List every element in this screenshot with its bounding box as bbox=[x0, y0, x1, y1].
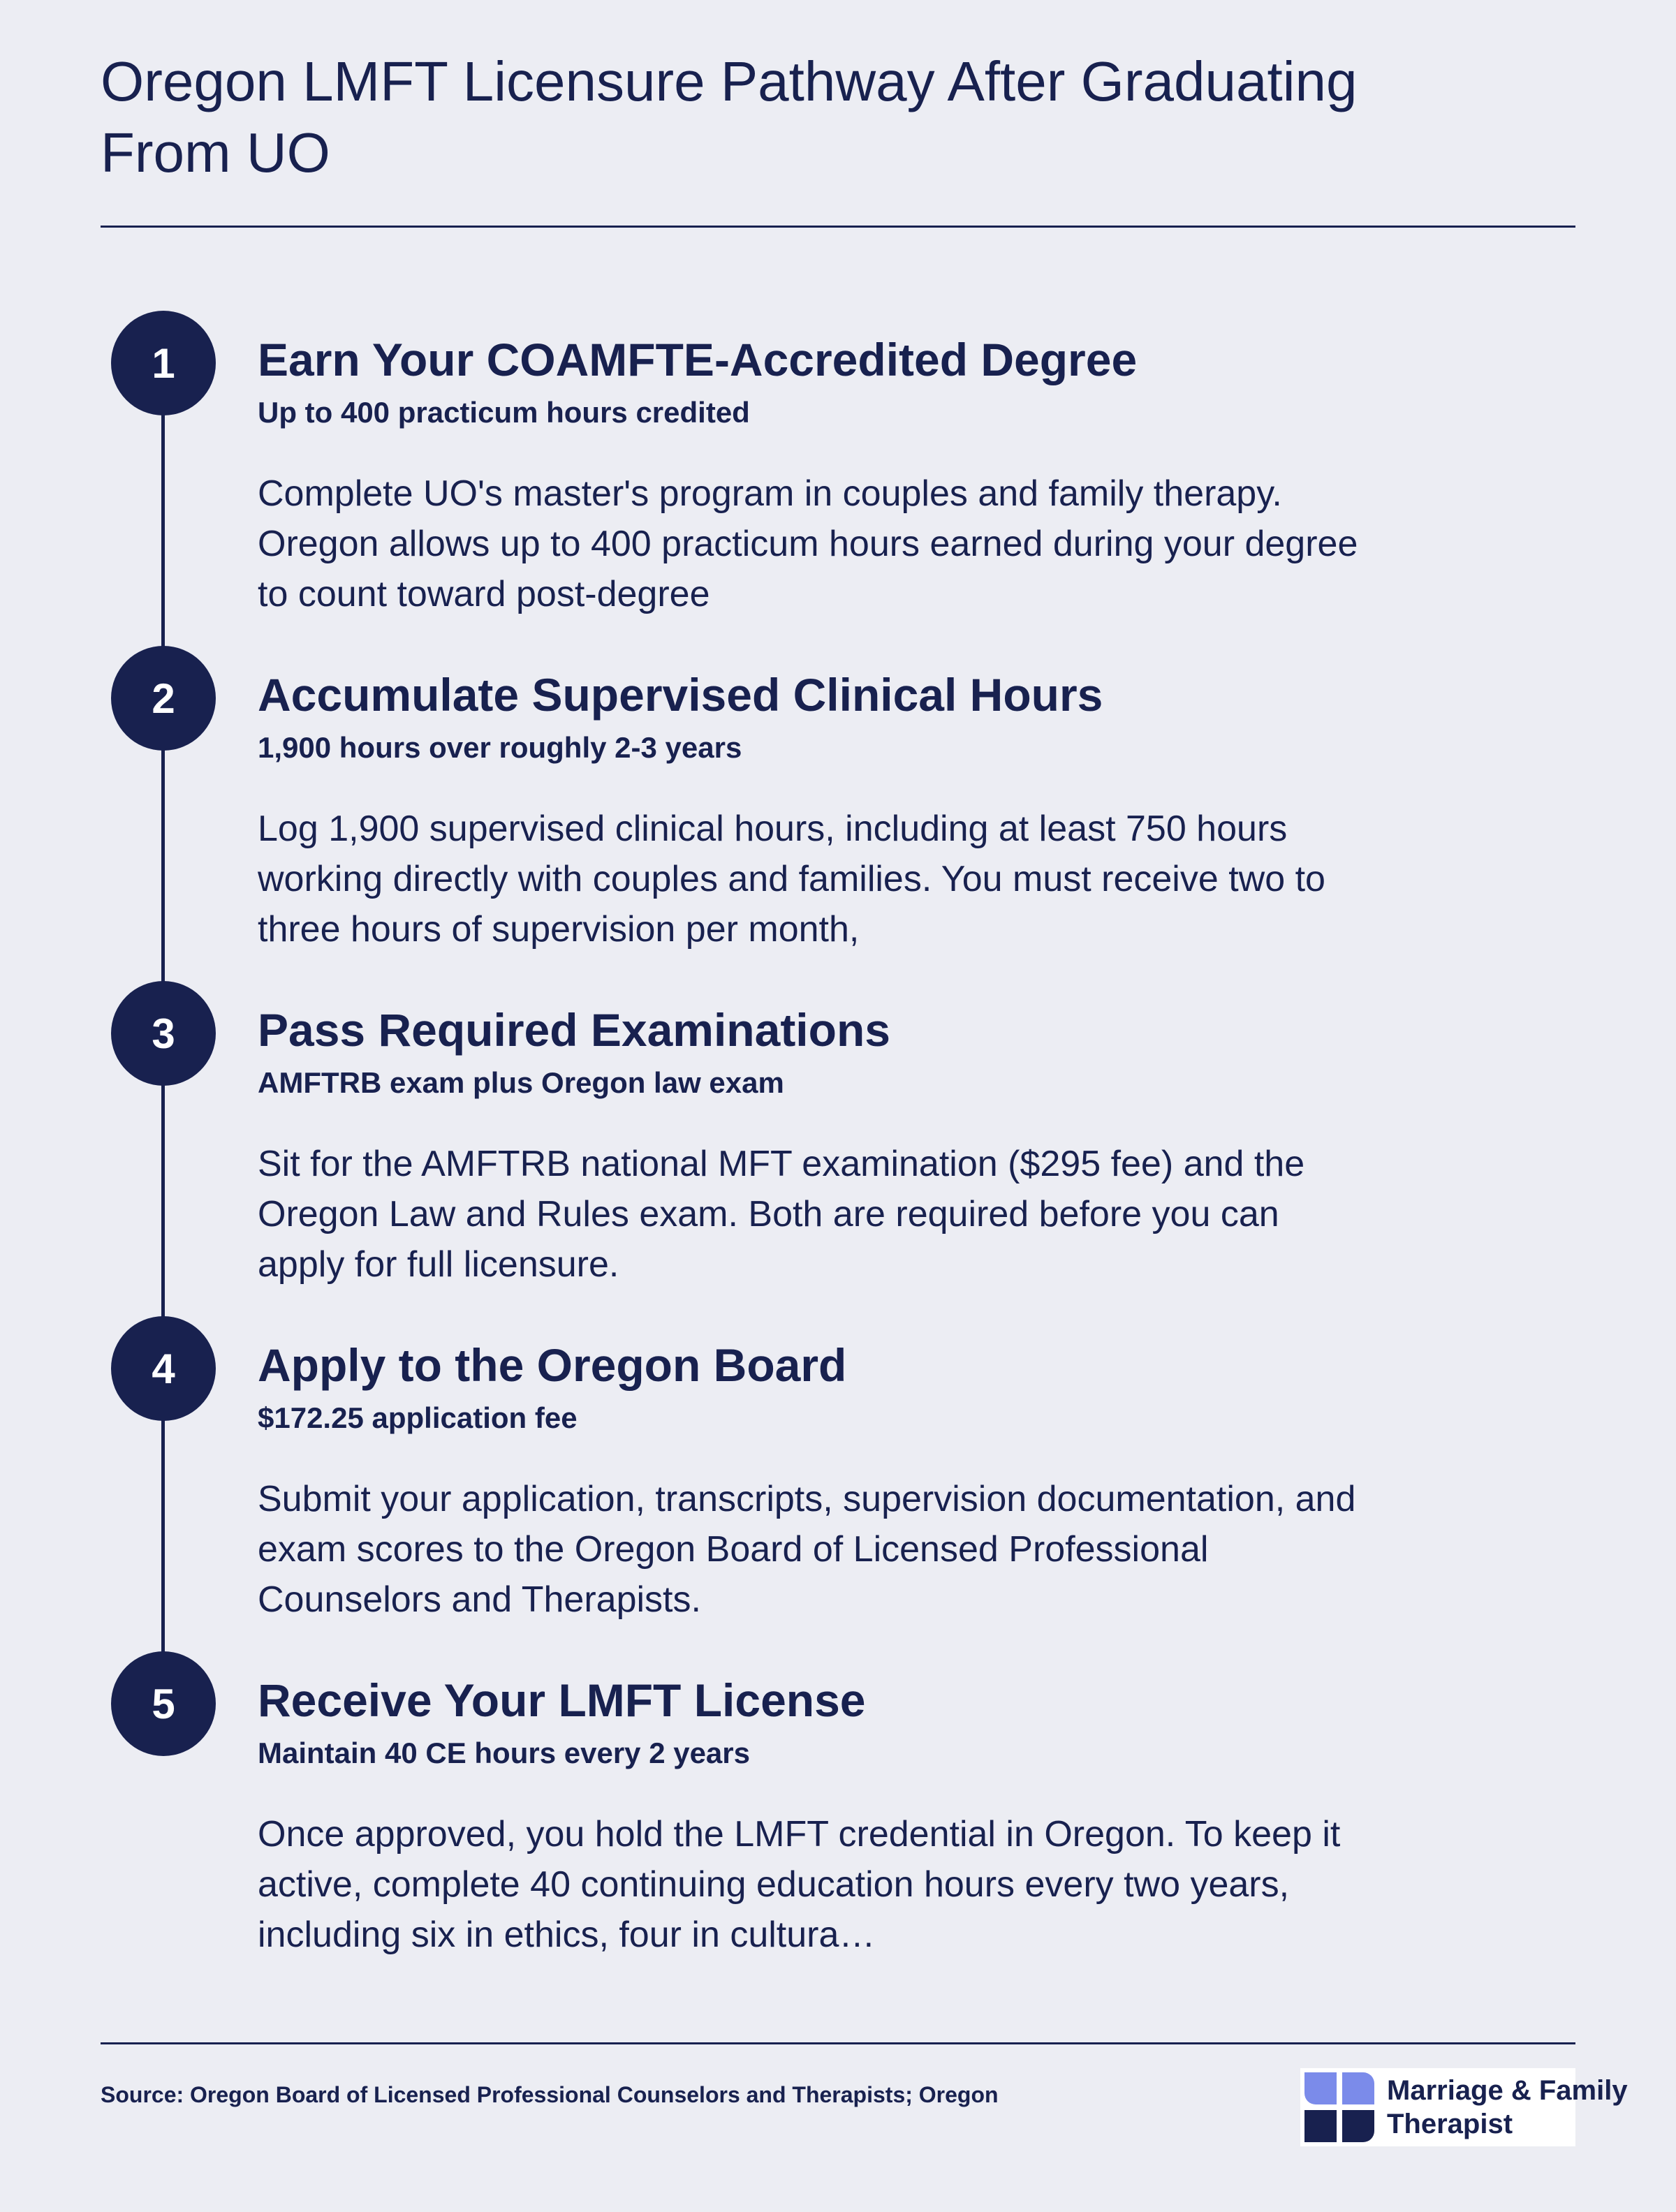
step-title: Pass Required Examinations bbox=[258, 1004, 890, 1056]
footer-divider bbox=[101, 2042, 1575, 2044]
brand-logo bbox=[1300, 2068, 1628, 2146]
step-number-badge: 5 bbox=[111, 1651, 216, 1756]
logo-line-2: Therapist bbox=[1387, 2109, 1513, 2139]
title-divider bbox=[101, 226, 1575, 228]
step-description: Submit your application, transcripts, supervision documentation, and exam scores to the Oregon Board of Licensed Professional Counselors and Therapists. bbox=[258, 1479, 1356, 1620]
step-description: Log 1,900 supervised clinical hours, including at least 750 hours working directly with couples and families. You must receive two to three hours of supervision per month, bbox=[258, 809, 1325, 950]
step-number-badge: 3 bbox=[111, 981, 216, 1086]
step-title: Receive Your LMFT License bbox=[258, 1674, 866, 1726]
step-number-badge: 2 bbox=[111, 646, 216, 751]
step-subtitle: $172.25 application fee bbox=[258, 1401, 578, 1434]
four-quadrant-logo-icon bbox=[1304, 2072, 1374, 2142]
logo-wordmark bbox=[1387, 2074, 1628, 2141]
step-subtitle: AMFTRB exam plus Oregon law exam bbox=[258, 1066, 784, 1099]
step-number-badge: 1 bbox=[111, 311, 216, 415]
step-subtitle: 1,900 hours over roughly 2-3 years bbox=[258, 731, 742, 764]
step-subtitle: Maintain 40 CE hours every 2 years bbox=[258, 1737, 750, 1769]
step-number-badge: 4 bbox=[111, 1316, 216, 1421]
step-title: Earn Your COAMFTE-Accredited Degree bbox=[258, 334, 1138, 385]
logo-line-1: Marriage & Family bbox=[1387, 2075, 1628, 2106]
step-description: Sit for the AMFTRB national MFT examination ($295 fee) and the Oregon Law and Rules exam. Both are required before you can apply for full licensure. bbox=[258, 1144, 1305, 1285]
page-title: Oregon LMFT Licensure Pathway After Graduating From UO bbox=[101, 50, 1358, 184]
step-description: Once approved, you hold the LMFT credential in Oregon. To keep it active, complete 40 continuing education hours every two years, including six in ethics, four in cultura… bbox=[258, 1814, 1341, 1955]
source-citation: Source: Oregon Board of Licensed Professional Counselors and Therapists; Oregon bbox=[101, 2082, 999, 2107]
step-title: Accumulate Supervised Clinical Hours bbox=[258, 669, 1103, 721]
step-title: Apply to the Oregon Board bbox=[258, 1339, 847, 1391]
step-subtitle: Up to 400 practicum hours credited bbox=[258, 396, 750, 429]
step-description: Complete UO's master's program in couples and family therapy. Oregon allows up to 400 practicum hours earned during your degree to count toward post-degree bbox=[258, 473, 1358, 614]
